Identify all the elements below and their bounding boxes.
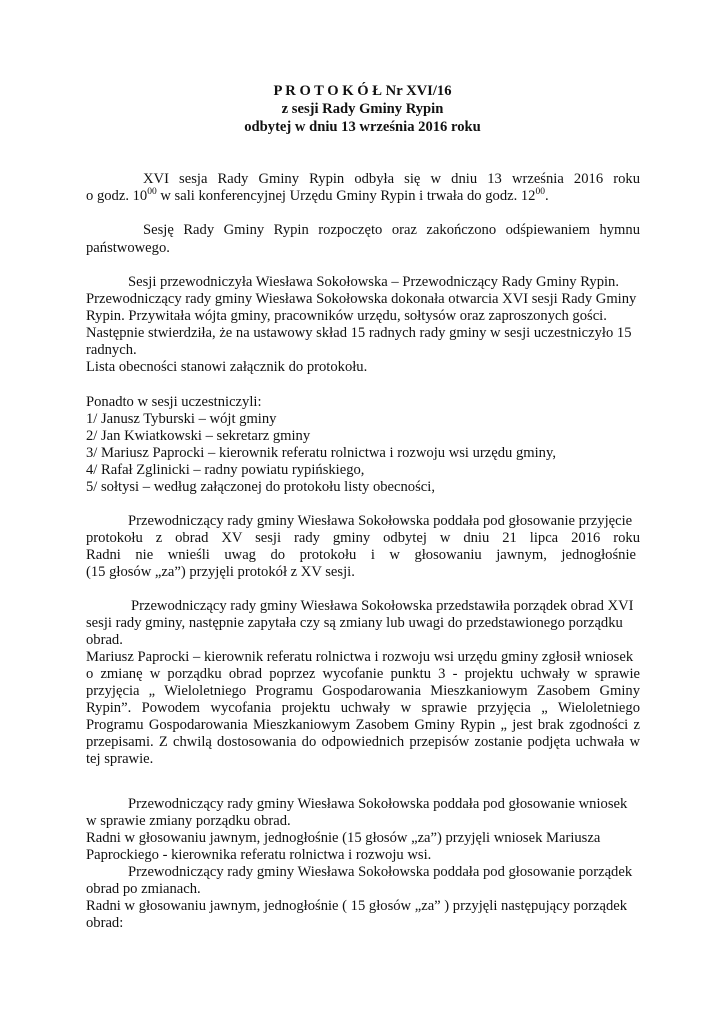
document-subtitle: z sesji Rady Gminy Rypin (281, 101, 444, 117)
paragraph-line: Rypin”. Powodem wycofania projektu uchwały w sprawie przyjęcia „ Wieloletniego (86, 700, 640, 716)
participants-intro: Ponadto w sesji uczestniczyli: (86, 394, 262, 410)
paragraph-line: Mariusz Paprocki – kierownik referatu rolnictwa i rozwoju wsi urzędu gminy zgłosił wniosek (86, 649, 634, 665)
document-date: odbytej w dniu 13 września 2016 roku (244, 119, 481, 135)
paragraph-line: Programu Gospodarowania Mieszkaniowym Zasobem Gminy Rypin „ jest brak zgodności z (86, 717, 640, 733)
paragraph-line: XVI sesja Rady Gminy Rypin odbyła się w dniu 13 września 2016 roku (143, 171, 640, 187)
paragraph-line: obrad po zmianach. (86, 881, 201, 897)
paragraph-line: Paprockiego - kierownika referatu rolnictwa i rozwoju wsi. (86, 847, 432, 863)
paragraph-line: sesji rady gminy, następnie zapytała czy są zmiany lub uwagi do przedstawionego porządku (86, 615, 623, 631)
paragraph-line: tej sprawie. (86, 751, 154, 767)
paragraph-line: Radni nie wnieśli uwag do protokołu i w głosowaniu jawnym, jednogłośnie (86, 547, 636, 563)
paragraph-line: Sesję Rady Gminy Rypin rozpoczęto oraz zakończono odśpiewaniem hymnu (143, 222, 640, 238)
paragraph-line: przyjęcia „ Wieloletniego Programu Gospodarowania Mieszkaniowym Zasobem Gminy (86, 683, 640, 699)
participant-item: 1/ Janusz Tyburski – wójt gminy (86, 411, 277, 427)
paragraph-line: radnych. (86, 342, 137, 358)
paragraph-line: Następnie stwierdziła, że na ustawowy skład 15 radnych rady gminy w sesji uczestniczyło 15 (86, 325, 632, 341)
participant-item: 4/ Rafał Zglinicki – radny powiatu rypińskiego, (86, 462, 365, 478)
paragraph-line: Przewodniczący rady gminy Wiesława Sokołowska dokonała otwarcia XVI sesji Rady Gminy (86, 291, 637, 307)
paragraph-line: Rypin. Przywitała wójta gminy, pracowników urzędu, sołtysów oraz zaproszonych gości. (86, 308, 607, 324)
participant-item: 5/ sołtysi – według załączonej do protokołu listy obecności, (86, 479, 435, 495)
paragraph-line: w sprawie zmiany porządku obrad. (86, 813, 291, 829)
paragraph-line: protokołu z obrad XV sesji rady gminy odbytej w dniu 21 lipca 2016 roku (86, 530, 640, 546)
paragraph-line: obrad. (86, 632, 123, 648)
paragraph-line: Radni w głosowaniu jawnym, jednogłośnie (15 głosów „za”) przyjęli wniosek Mariusza (86, 830, 601, 846)
paragraph-line: Lista obecności stanowi załącznik do protokołu. (86, 359, 368, 375)
paragraph-line: Przewodniczący rady gminy Wiesława Sokołowska poddała pod głosowanie porządek (128, 864, 633, 880)
paragraph-line: o godz. $10^{00}$ w sali konferencyjnej Urzędu Gminy Rypin i trwała do godz. $12^{00}$. (86, 187, 549, 204)
paragraph-line: Przewodniczący rady gminy Wiesława Sokołowska poddała pod głosowanie przyjęcie (128, 513, 633, 529)
participant-item: 3/ Mariusz Paprocki – kierownik referatu rolnictwa i rozwoju wsi urzędu gminy, (86, 445, 556, 461)
paragraph-line: państwowego. (86, 240, 170, 256)
paragraph-line: przepisami. Z chwilą dostosowania do odpowiednich przepisów zostanie podjęta uchwała w (86, 734, 640, 750)
paragraph-line: o zmianę w porządku obrad poprzez wycofanie punktu 3 - projektu uchwały w sprawie (86, 666, 640, 682)
document-title: P R O T O K Ó Ł Nr XVI/16 (273, 83, 452, 99)
paragraph-line: Przewodniczący rady gminy Wiesława Sokołowska poddała pod głosowanie wniosek (128, 796, 628, 812)
paragraph-line: (15 głosów „za”) przyjęli protokół z XV sesji. (86, 564, 355, 580)
paragraph-line: Sesji przewodniczyła Wiesława Sokołowska – Przewodniczący Rady Gminy Rypin. (128, 274, 619, 290)
participant-item: 2/ Jan Kwiatkowski – sekretarz gminy (86, 428, 311, 444)
paragraph-line: Przewodniczący rady gminy Wiesława Sokołowska przedstawiła porządek obrad XVI (131, 598, 634, 614)
paragraph-line: obrad: (86, 915, 124, 931)
paragraph-line: Radni w głosowaniu jawnym, jednogłośnie ( 15 głosów „za” ) przyjęli następujący porządek (86, 898, 628, 914)
